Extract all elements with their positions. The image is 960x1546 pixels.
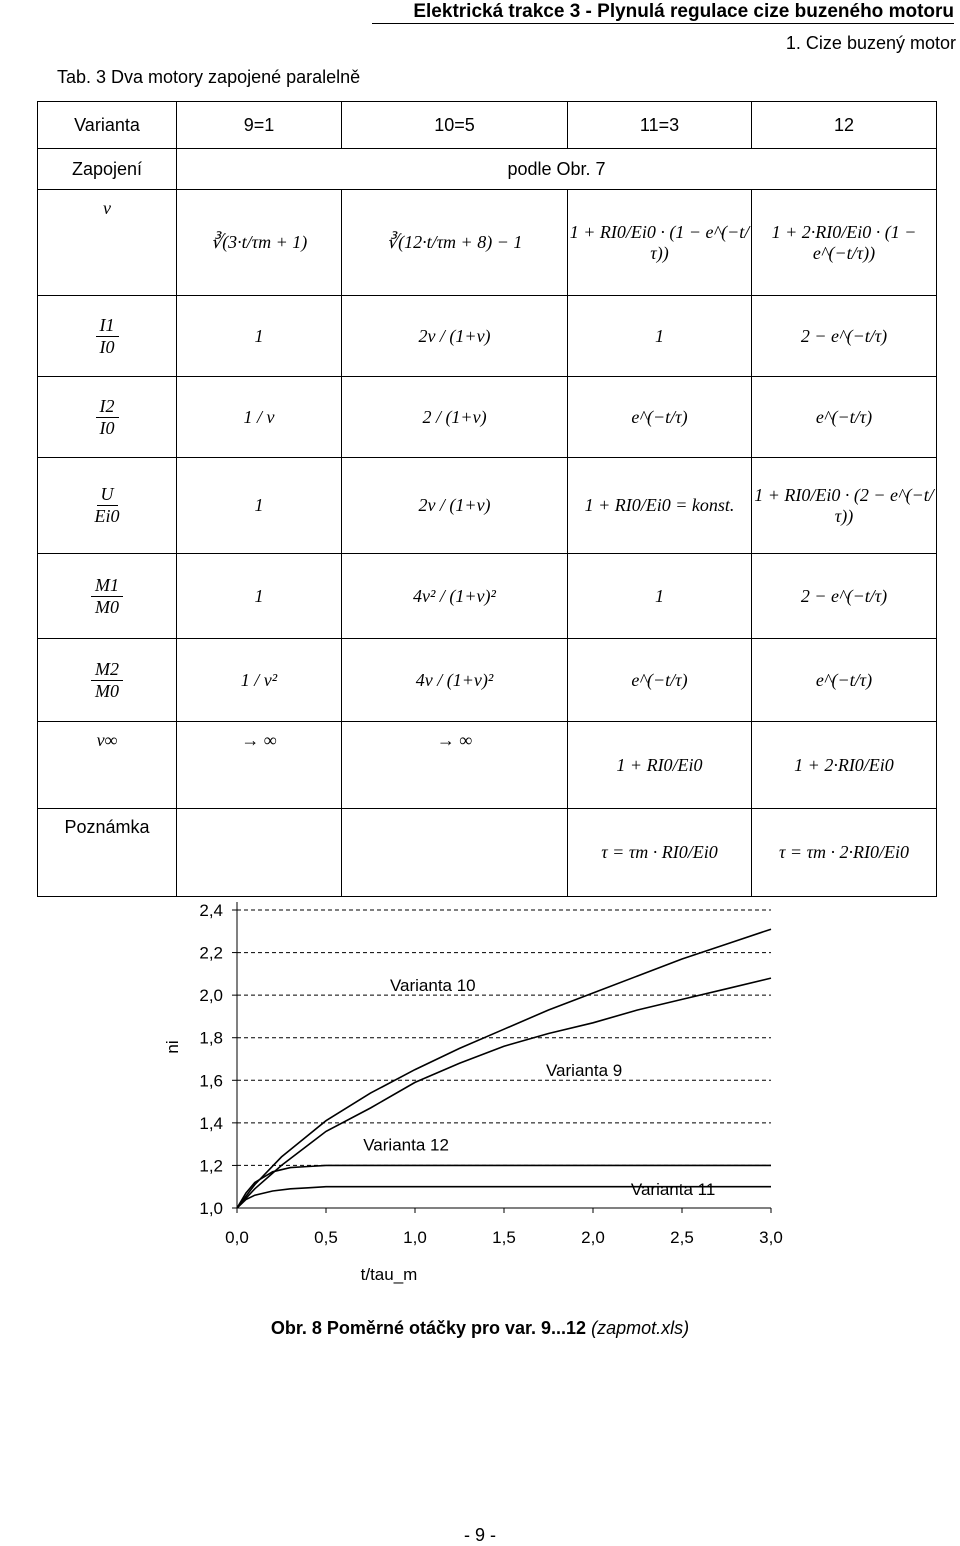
formula-m1-9: 1	[177, 554, 342, 639]
formula-m2-12: e^(−t/τ)	[752, 639, 937, 722]
chart-svg	[0, 880, 960, 1300]
y-tick-label: 1,2	[199, 1156, 223, 1176]
figure-caption	[0, 1318, 960, 1339]
y-axis-label: ni	[163, 1040, 182, 1054]
y-tick-label: 2,4	[199, 901, 223, 920]
formula-cell	[568, 190, 752, 296]
formula-pozn-12: τ = τm · 2·RI0/Ei0	[752, 809, 937, 897]
formula-i1-10: 2ν / (1+ν)	[342, 296, 568, 377]
variant-9: 9=1	[177, 102, 342, 149]
caption-source: (zapmot.xls)	[591, 1318, 690, 1338]
y-tick-label: 1,0	[199, 1199, 223, 1218]
x-axis-label: t/tau_m	[360, 1265, 418, 1284]
formula-cell	[342, 190, 568, 296]
formula-nu-12: 1 + 2·RI0/Ei0 · (1 − e^(−t/τ))	[771, 221, 917, 263]
x-tick-label: 2,0	[581, 1228, 605, 1247]
ratio-u-label: $\frac{U}{Ei0}$	[38, 458, 177, 554]
formula-i1-9: 1	[177, 296, 342, 377]
table-row	[38, 102, 937, 149]
formula-i1-12: 2 − e^(−t/τ)	[752, 296, 937, 377]
y-tick-label: 2,2	[199, 943, 223, 963]
caption-main: Obr. 8 Poměrné otáčky pro var. 9...12	[270, 1318, 587, 1338]
x-tick-label: 3,0	[759, 1228, 783, 1247]
nu-inf-label: ν∞	[38, 722, 177, 809]
table-row	[38, 554, 937, 639]
formula-nu-9: ∛(3·t/τm + 1)	[210, 232, 308, 252]
variant-10: 10=5	[342, 102, 568, 149]
x-tick-label: 1,0	[403, 1228, 427, 1247]
formula-ninf-11: 1 + RI0/Ei0	[568, 722, 752, 809]
page-number: - 9 -	[463, 1525, 496, 1545]
formula-cell	[177, 190, 342, 296]
series-line-1	[237, 975, 771, 1208]
formula-nu-10: ∛(12·t/τm + 8) − 1	[386, 232, 523, 252]
table-row	[38, 190, 937, 296]
variant-12: 12	[752, 102, 937, 149]
document-header	[0, 0, 954, 24]
formula-i2-12: e^(−t/τ)	[752, 377, 937, 458]
y-tick-label: 1,8	[199, 1028, 223, 1048]
zapojeni-value: podle Obr. 7	[177, 149, 937, 190]
formula-m2-10: 4ν / (1+ν)²	[342, 639, 568, 722]
ratio-i1-label: $\frac{I1}{I0}$	[38, 296, 177, 377]
x-tick-label: 2,5	[670, 1228, 694, 1247]
variant-label: Varianta	[38, 102, 177, 149]
formula-i2-9: 1 / ν	[177, 377, 342, 458]
formula-u-9: 1	[177, 458, 342, 554]
table-row	[38, 722, 937, 809]
formula-i2-11: e^(−t/τ)	[568, 377, 752, 458]
table-row	[38, 149, 937, 190]
formula-nu-11: 1 + RI0/Ei0 · (1 − e^(−t/τ))	[569, 221, 750, 263]
formula-ninf-9: → ∞	[177, 722, 342, 809]
motor-variants-table	[37, 101, 937, 897]
x-tick-label: 0,0	[225, 1228, 249, 1247]
series-annotation: Varianta 9	[545, 1061, 623, 1081]
ratio-i2-label: $\frac{I2}{I0}$	[38, 377, 177, 458]
header-rule	[372, 23, 954, 24]
table-row	[38, 296, 937, 377]
table-row	[38, 458, 937, 554]
series-annotation: Varianta 11	[630, 1180, 716, 1200]
formula-m1-12: 2 − e^(−t/τ)	[752, 554, 937, 639]
series-annotation: Varianta 10	[389, 975, 476, 995]
table-row	[38, 639, 937, 722]
formula-u-11: 1 + RI0/Ei0 = konst.	[568, 458, 752, 554]
series-annotation: Varianta 12	[363, 1135, 449, 1155]
table-title: Tab. 3 Dva motory zapojené paralelně	[57, 67, 361, 87]
header-title: Elektrická trakce 3 - Plynulá regulace cize buzeného motoru	[413, 1, 954, 22]
ratio-m1-label: $\frac{M1}{M0}$	[38, 554, 177, 639]
formula-u-12: 1 + RI0/Ei0 · (2 − e^(−t/τ))	[752, 458, 937, 554]
nu-label: ν	[38, 190, 177, 296]
poznamka-label: Poznámka	[38, 809, 177, 897]
y-tick-label: 1,4	[199, 1113, 223, 1133]
zapojeni-label: Zapojení	[38, 149, 177, 190]
formula-m1-11: 1	[568, 554, 752, 639]
header-subtitle: 1. Cize buzený motor	[785, 33, 956, 53]
x-tick-label: 1,5	[492, 1228, 516, 1247]
formula-ninf-10: → ∞	[342, 722, 568, 809]
ratio-m2-label: $\frac{M2}{M0}$	[38, 639, 177, 722]
variant-11: 11=3	[568, 102, 752, 149]
formula-m2-11: e^(−t/τ)	[568, 639, 752, 722]
formula-u-10: 2ν / (1+ν)	[342, 458, 568, 554]
y-tick-label: 2,0	[199, 986, 223, 1006]
formula-i1-11: 1	[568, 296, 752, 377]
formula-m2-9: 1 / ν²	[177, 639, 342, 722]
y-tick-label: 1,6	[199, 1071, 223, 1091]
formula-i2-10: 2 / (1+ν)	[342, 377, 568, 458]
formula-m1-10: 4ν² / (1+ν)²	[342, 554, 568, 639]
x-tick-label: 0,5	[314, 1228, 338, 1247]
speed-chart	[0, 880, 960, 1300]
formula-pozn-11: τ = τm · RI0/Ei0	[568, 809, 752, 897]
table-row	[38, 377, 937, 458]
formula-ninf-12: 1 + 2·RI0/Ei0	[752, 722, 937, 809]
formula-cell	[752, 190, 937, 296]
